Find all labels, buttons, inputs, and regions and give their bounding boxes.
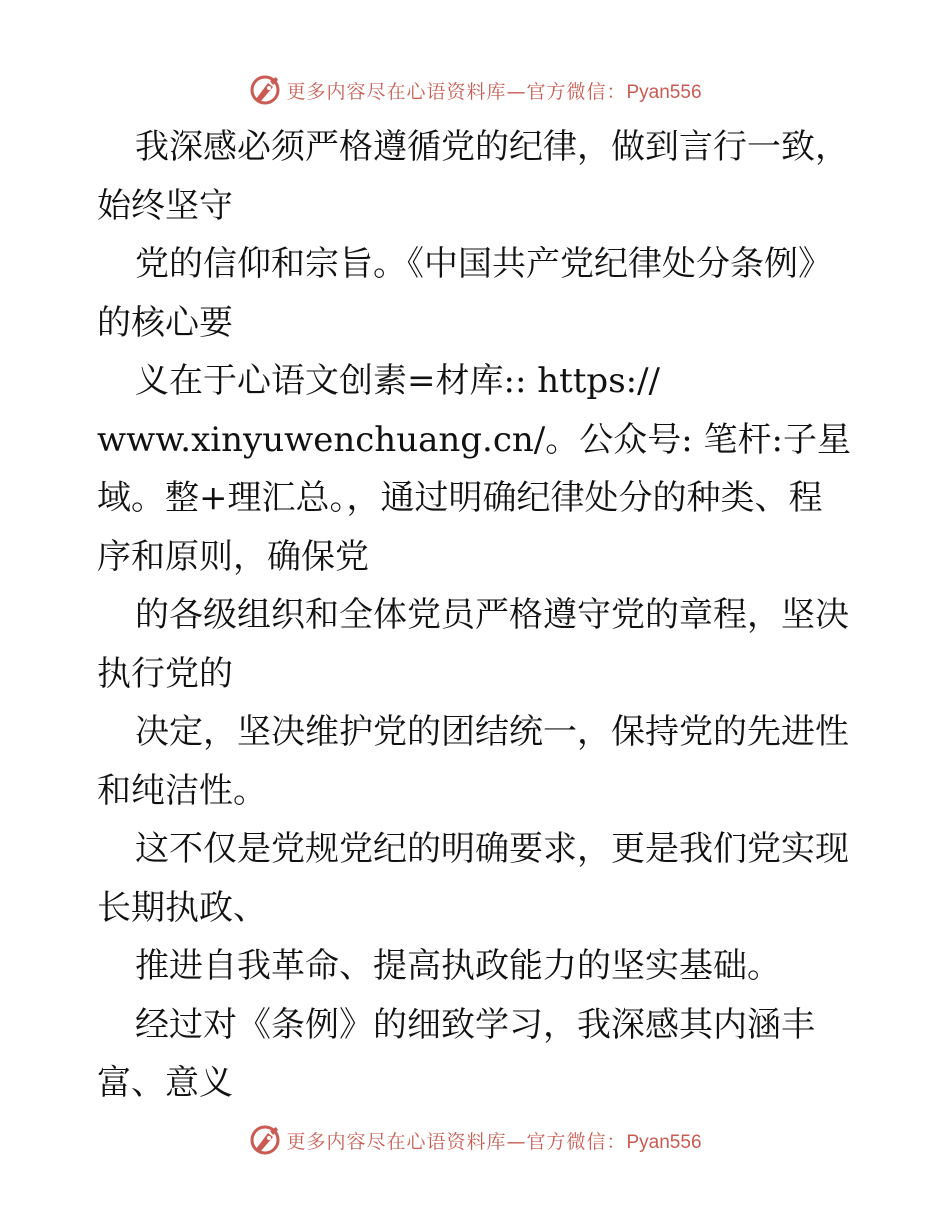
- text-line: 义在于心语文创素=材库:: https://: [135, 361, 661, 401]
- text-line: 域。整+理汇总。，通过明确纪律处分的种类、程: [97, 478, 823, 518]
- text-line: 和纯洁性。: [97, 770, 267, 811]
- text-line: 我深感必须严格遵循党的纪律，做到言行一致，: [135, 127, 849, 167]
- text-line: 富、意义: [97, 1063, 233, 1103]
- text-line: 党的信仰和宗旨。《中国共产党纪律处分条例》: [135, 244, 832, 284]
- text-line: 推进自我革命、提高执政能力的坚实基础。: [135, 946, 781, 986]
- text-line: 经过对《条例》的细致学习，我深感其内涵丰: [135, 1004, 815, 1045]
- footer-banner: [0, 1120, 950, 1160]
- text-line: 的核心要: [97, 302, 233, 343]
- text-line: 序和原则，确保党: [97, 536, 369, 577]
- text-line: 执行党的: [97, 653, 233, 694]
- text-line: 这不仅是党规党纪的明确要求，更是我们党实现: [135, 829, 849, 869]
- text-line: www.xinyuwenchuang.cn/。公众号: 笔杆:子星: [97, 419, 851, 460]
- wechat-id: Pyan556: [626, 1131, 702, 1153]
- text-line: 决定，坚决维护党的团结统一，保持党的先进性: [135, 712, 849, 752]
- text-line: 长期执政、: [97, 887, 267, 928]
- text-line: 始终坚守: [97, 185, 233, 226]
- banner-text: 更多内容尽在心语资料库—官方微信：Pyan556: [286, 1130, 702, 1153]
- pen-nib-circle-icon: [248, 1123, 282, 1157]
- wechat-id: Pyan556: [626, 81, 702, 103]
- banner-text: 更多内容尽在心语资料库—官方微信：Pyan556: [286, 80, 702, 103]
- pen-nib-circle-icon: [248, 73, 282, 107]
- text-line: 的各级组织和全体党员严格遵守党的章程，坚决: [135, 595, 849, 635]
- header-banner: [0, 70, 950, 110]
- document-body: [97, 118, 857, 1113]
